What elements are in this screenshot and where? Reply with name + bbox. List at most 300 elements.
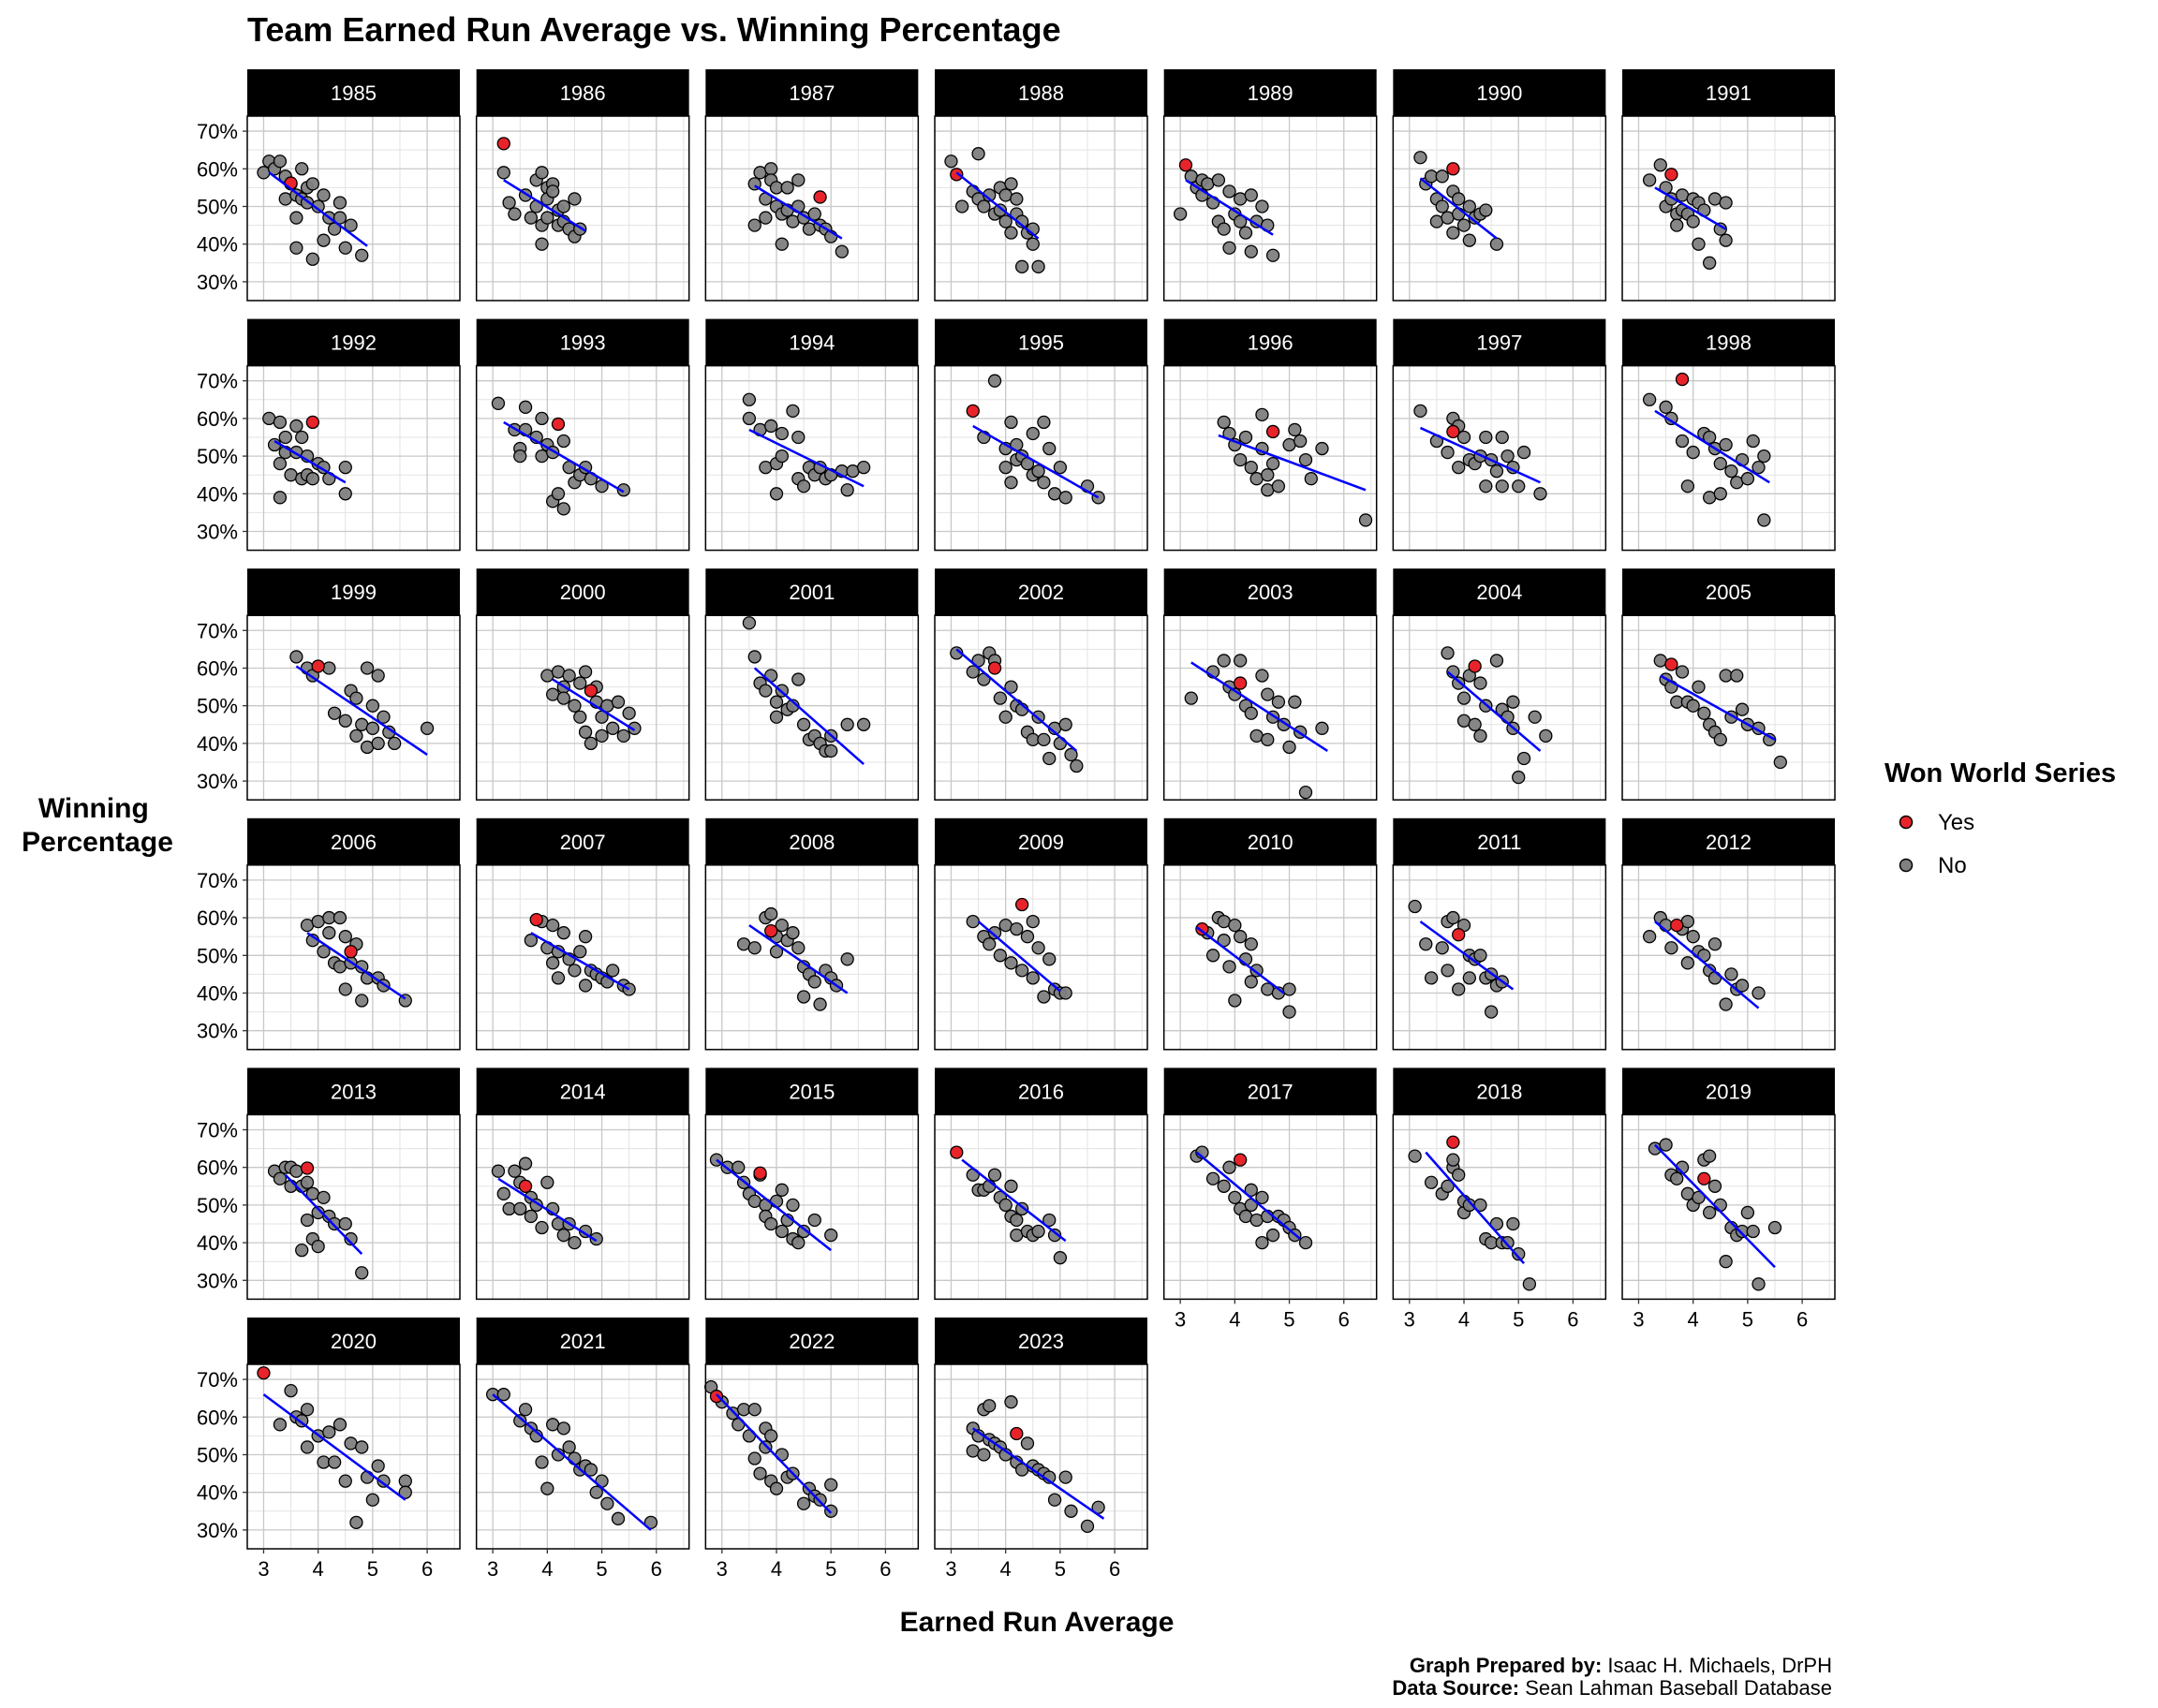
- team-point: [841, 953, 853, 965]
- team-point: [1267, 249, 1279, 261]
- team-point: [509, 208, 521, 220]
- x-tick-label: 6: [421, 1557, 434, 1581]
- team-point: [290, 651, 303, 663]
- team-point: [798, 480, 810, 493]
- panel-1991: [1622, 69, 1835, 301]
- team-point: [776, 1226, 788, 1238]
- team-point: [1714, 488, 1726, 500]
- team-point: [557, 1229, 569, 1242]
- legend-swatch-no: [1900, 860, 1913, 872]
- x-tick-label: 6: [879, 1557, 892, 1581]
- panel-1992: [197, 319, 460, 551]
- team-point: [1474, 677, 1486, 689]
- team-point: [787, 1199, 799, 1211]
- panel-background-1990: [1393, 116, 1605, 301]
- legend-title: Won World Series: [1885, 758, 2117, 788]
- team-point: [350, 1516, 362, 1528]
- strip-label-1995: 1995: [1018, 331, 1064, 355]
- caption-prepared-by-value: Isaac H. Michaels, DrPH: [1602, 1654, 1832, 1677]
- team-point: [1289, 696, 1301, 708]
- y-tick-label: 60%: [196, 406, 238, 431]
- team-point: [1272, 480, 1284, 493]
- strip-label-2014: 2014: [559, 1080, 606, 1104]
- world-series-winner-point: [1447, 1136, 1459, 1148]
- team-point: [372, 670, 384, 682]
- team-point: [1043, 752, 1056, 764]
- y-tick-label: 70%: [196, 619, 238, 643]
- team-point: [999, 215, 1012, 228]
- strip-label-2022: 2022: [789, 1330, 835, 1353]
- team-point: [792, 431, 805, 443]
- team-point: [760, 1441, 772, 1453]
- panel-2008: [705, 818, 918, 1050]
- team-point: [323, 662, 335, 674]
- team-point: [552, 488, 564, 500]
- team-point: [1218, 416, 1230, 428]
- team-point: [1654, 159, 1666, 171]
- team-point: [760, 212, 772, 224]
- world-series-winner-point: [530, 914, 542, 926]
- team-point: [290, 242, 303, 254]
- panel-background-2002: [935, 615, 1147, 800]
- team-point: [1708, 938, 1721, 950]
- panel-1993: [477, 319, 689, 551]
- team-point: [596, 729, 608, 742]
- team-point: [1229, 920, 1241, 932]
- strip-label-2010: 2010: [1247, 830, 1293, 854]
- team-point: [1262, 733, 1274, 745]
- strip-label-1991: 1991: [1706, 81, 1752, 105]
- strip-label-1993: 1993: [559, 331, 606, 355]
- strip-label-2018: 2018: [1476, 1080, 1523, 1104]
- team-point: [1059, 1471, 1072, 1483]
- team-point: [273, 416, 286, 428]
- x-tick-label: 4: [312, 1557, 324, 1581]
- facet-panels: [197, 69, 1835, 1581]
- world-series-winner-point: [1234, 1154, 1247, 1166]
- team-point: [787, 927, 799, 939]
- panel-2012: [1622, 818, 1835, 1050]
- team-point: [1453, 462, 1465, 474]
- x-tick-label: 4: [1229, 1307, 1241, 1332]
- strip-label-1989: 1989: [1247, 81, 1293, 105]
- team-point: [1774, 756, 1786, 768]
- team-point: [1256, 200, 1268, 213]
- team-point: [536, 1222, 548, 1234]
- team-point: [1262, 469, 1274, 481]
- y-tick-label: 50%: [196, 445, 238, 469]
- strip-label-1992: 1992: [331, 331, 377, 355]
- panel-2022: [705, 1318, 919, 1581]
- team-point: [771, 1482, 783, 1494]
- x-tick-label: 6: [1796, 1307, 1809, 1332]
- y-axis-title-line1: Winning: [37, 793, 149, 824]
- world-series-winner-point: [1698, 1172, 1710, 1185]
- team-point: [1207, 1172, 1219, 1185]
- x-tick-label: 5: [366, 1557, 378, 1581]
- panel-2006: [197, 818, 460, 1050]
- team-point: [569, 964, 581, 977]
- team-point: [792, 1237, 805, 1249]
- y-tick-label: 40%: [196, 1480, 238, 1505]
- world-series-winner-point: [1447, 425, 1459, 437]
- team-point: [536, 167, 548, 179]
- strip-label-2000: 2000: [559, 581, 606, 605]
- team-point: [514, 450, 526, 463]
- panel-background-2008: [705, 865, 918, 1050]
- team-point: [302, 1214, 314, 1226]
- world-series-winner-point: [814, 191, 826, 203]
- team-point: [333, 912, 346, 924]
- panel-background-1985: [247, 116, 460, 301]
- y-tick-label: 70%: [196, 1368, 238, 1392]
- team-point: [1747, 435, 1759, 448]
- panel-background-1993: [477, 366, 689, 551]
- strip-label-2015: 2015: [789, 1080, 835, 1104]
- y-tick-label: 60%: [196, 906, 238, 931]
- team-point: [1714, 458, 1726, 470]
- panel-background-2015: [705, 1114, 918, 1299]
- team-point: [520, 1404, 532, 1416]
- team-point: [1289, 423, 1301, 435]
- team-point: [329, 1456, 341, 1468]
- team-point: [1005, 957, 1017, 969]
- team-point: [1218, 655, 1230, 667]
- strip-label-2003: 2003: [1247, 581, 1293, 605]
- team-point: [983, 1400, 996, 1412]
- world-series-winner-point: [258, 1367, 270, 1379]
- team-point: [541, 1176, 554, 1188]
- team-point: [1175, 208, 1187, 220]
- panel-1989: [1164, 69, 1377, 301]
- team-point: [1458, 431, 1471, 443]
- x-tick-label: 5: [825, 1557, 837, 1581]
- team-point: [296, 431, 308, 443]
- panel-background-2013: [247, 1114, 460, 1299]
- x-tick-label: 6: [1338, 1307, 1350, 1332]
- team-point: [1485, 1006, 1498, 1018]
- team-point: [748, 1452, 761, 1465]
- y-tick-label: 60%: [196, 656, 238, 681]
- team-point: [1049, 1494, 1061, 1506]
- strip-label-2020: 2020: [331, 1330, 377, 1353]
- team-point: [1474, 950, 1486, 962]
- team-point: [1267, 1229, 1279, 1242]
- team-point: [339, 983, 351, 995]
- team-point: [557, 435, 569, 448]
- team-point: [771, 696, 783, 708]
- team-point: [1692, 238, 1705, 250]
- team-point: [273, 492, 286, 504]
- team-point: [989, 375, 1001, 387]
- team-point: [1725, 465, 1737, 478]
- team-point: [1005, 227, 1017, 239]
- team-point: [1768, 1222, 1781, 1234]
- team-point: [1720, 998, 1732, 1010]
- team-point: [1704, 1206, 1716, 1218]
- team-point: [1234, 454, 1247, 466]
- team-point: [978, 1449, 990, 1461]
- team-point: [541, 212, 554, 224]
- team-point: [1414, 405, 1426, 417]
- world-series-winner-point: [1447, 163, 1459, 175]
- team-point: [841, 484, 853, 496]
- panel-background-1995: [935, 366, 1147, 551]
- team-point: [1223, 185, 1235, 198]
- team-point: [1441, 964, 1454, 977]
- team-point: [989, 1169, 1001, 1181]
- x-tick-label: 5: [1054, 1557, 1067, 1581]
- panel-1994: [705, 319, 918, 551]
- team-point: [1409, 1150, 1421, 1162]
- team-point: [776, 238, 788, 250]
- team-point: [972, 148, 984, 160]
- team-point: [999, 1199, 1012, 1211]
- team-point: [509, 1165, 521, 1177]
- team-point: [743, 412, 755, 424]
- team-point: [574, 711, 586, 723]
- team-point: [1687, 215, 1699, 228]
- panel-2003: [1164, 568, 1377, 800]
- world-series-winner-point: [1234, 677, 1247, 689]
- team-point: [945, 155, 957, 168]
- team-point: [1490, 238, 1502, 250]
- team-point: [1741, 1206, 1753, 1218]
- team-point: [1458, 219, 1471, 231]
- team-point: [1027, 238, 1039, 250]
- team-point: [1283, 741, 1295, 753]
- team-point: [1714, 733, 1726, 745]
- strip-label-1999: 1999: [331, 581, 377, 605]
- team-point: [765, 420, 777, 432]
- team-point: [1256, 670, 1268, 682]
- x-tick-label: 4: [541, 1557, 554, 1581]
- panel-2000: [477, 568, 689, 800]
- panel-2010: [1164, 818, 1377, 1050]
- x-tick-label: 3: [1633, 1307, 1645, 1332]
- panel-background-2011: [1393, 865, 1605, 1050]
- team-point: [356, 1441, 368, 1453]
- team-point: [858, 718, 870, 730]
- team-point: [1644, 393, 1656, 405]
- team-point: [808, 1214, 820, 1226]
- strip-label-2016: 2016: [1018, 1080, 1064, 1104]
- team-point: [798, 1497, 810, 1509]
- team-point: [760, 685, 772, 697]
- team-point: [536, 1456, 548, 1468]
- team-point: [1665, 942, 1678, 954]
- team-point: [399, 1475, 411, 1487]
- team-point: [1677, 666, 1689, 678]
- world-series-winner-point: [285, 177, 297, 189]
- team-point: [792, 942, 805, 954]
- team-point: [1436, 942, 1448, 954]
- world-series-winner-point: [1179, 159, 1191, 171]
- team-point: [1681, 957, 1693, 969]
- team-point: [503, 197, 515, 209]
- strip-label-2017: 2017: [1247, 1080, 1293, 1104]
- team-point: [312, 1241, 324, 1253]
- team-point: [1490, 655, 1502, 667]
- y-tick-label: 50%: [196, 944, 238, 968]
- team-point: [858, 462, 870, 474]
- team-point: [1038, 991, 1050, 1003]
- y-tick-label: 40%: [196, 981, 238, 1006]
- team-point: [1027, 916, 1039, 928]
- panel-background-2017: [1164, 1114, 1377, 1299]
- x-tick-label: 3: [945, 1557, 957, 1581]
- strip-label-2012: 2012: [1706, 830, 1752, 854]
- panel-2013: [197, 1068, 460, 1299]
- panel-2017: [1164, 1068, 1377, 1331]
- team-point: [1447, 912, 1459, 924]
- team-point: [1256, 408, 1268, 420]
- team-point: [356, 994, 368, 1007]
- team-point: [1720, 234, 1732, 246]
- x-tick-label: 4: [770, 1557, 783, 1581]
- team-point: [541, 1482, 554, 1494]
- y-tick-label: 30%: [196, 1019, 238, 1043]
- team-point: [333, 197, 346, 209]
- team-point: [1507, 1217, 1519, 1229]
- world-series-winner-point: [312, 660, 324, 672]
- team-point: [318, 234, 330, 246]
- team-point: [1065, 1505, 1077, 1517]
- strip-label-2013: 2013: [331, 1080, 377, 1104]
- team-point: [306, 253, 318, 265]
- panel-2015: [705, 1068, 918, 1299]
- team-point: [492, 1165, 504, 1177]
- team-point: [302, 1176, 314, 1188]
- team-point: [339, 1475, 351, 1487]
- team-point: [497, 1187, 510, 1200]
- y-tick-label: 30%: [196, 520, 238, 544]
- team-point: [967, 916, 979, 928]
- y-tick-label: 70%: [196, 1118, 238, 1142]
- team-point: [1518, 447, 1530, 459]
- team-point: [1501, 711, 1514, 723]
- panel-1990: [1393, 69, 1605, 301]
- team-point: [1081, 1520, 1093, 1532]
- team-point: [520, 401, 532, 413]
- team-point: [1447, 1154, 1459, 1166]
- team-point: [557, 200, 569, 213]
- team-point: [1644, 931, 1656, 943]
- team-point: [607, 722, 619, 734]
- strip-label-2009: 2009: [1018, 830, 1064, 854]
- team-point: [1660, 401, 1672, 413]
- team-point: [273, 155, 286, 168]
- team-point: [1054, 737, 1066, 749]
- panel-background-2022: [705, 1364, 918, 1549]
- team-point: [798, 991, 810, 1003]
- strip-label-1997: 1997: [1476, 331, 1523, 355]
- y-tick-label: 50%: [196, 694, 238, 718]
- team-point: [607, 964, 619, 977]
- team-point: [1043, 953, 1056, 965]
- team-point: [552, 972, 564, 984]
- panel-background-2023: [935, 1364, 1147, 1549]
- team-point: [814, 1494, 826, 1506]
- team-point: [372, 737, 384, 749]
- team-point: [569, 1452, 581, 1465]
- panel-background-2009: [935, 865, 1147, 1050]
- team-point: [1704, 257, 1716, 269]
- team-point: [956, 200, 968, 213]
- team-point: [1436, 200, 1448, 213]
- team-point: [732, 1161, 745, 1173]
- caption-prepared-by-label: Graph Prepared by:: [1409, 1654, 1603, 1677]
- world-series-winner-point: [302, 1162, 314, 1174]
- team-point: [525, 1210, 537, 1222]
- team-point: [296, 1244, 308, 1257]
- panel-background-2001: [705, 615, 918, 800]
- world-series-winner-point: [951, 1146, 963, 1158]
- world-series-winner-point: [989, 662, 1001, 674]
- panel-1998: [1622, 319, 1835, 551]
- team-point: [1480, 431, 1492, 443]
- world-series-winner-point: [1453, 929, 1465, 941]
- team-point: [825, 1229, 837, 1242]
- team-point: [978, 200, 990, 213]
- team-point: [771, 488, 783, 500]
- panel-1987: [705, 69, 918, 301]
- team-point: [1027, 972, 1039, 984]
- team-point: [1496, 480, 1508, 493]
- chart-title: Team Earned Run Average vs. Winning Percentage: [247, 10, 1061, 49]
- team-point: [825, 1479, 837, 1491]
- team-point: [1469, 718, 1481, 730]
- team-point: [389, 737, 401, 749]
- team-point: [1245, 462, 1257, 474]
- x-tick-label: 3: [258, 1557, 270, 1581]
- team-point: [547, 185, 559, 198]
- strip-label-1994: 1994: [789, 331, 835, 355]
- caption-data-source-label: Data Source:: [1392, 1676, 1520, 1700]
- team-point: [1185, 692, 1197, 704]
- team-point: [1059, 492, 1072, 504]
- strip-label-1986: 1986: [559, 81, 606, 105]
- team-point: [1463, 972, 1475, 984]
- team-point: [994, 692, 1006, 704]
- team-point: [557, 927, 569, 939]
- team-point: [1305, 473, 1317, 485]
- world-series-winner-point: [1469, 660, 1481, 672]
- legend-swatch-yes: [1900, 817, 1913, 829]
- team-point: [1507, 696, 1519, 708]
- y-tick-label: 30%: [196, 270, 238, 294]
- x-tick-label: 5: [1283, 1307, 1295, 1332]
- team-point: [547, 957, 559, 969]
- caption-line-2: [1392, 1676, 1832, 1700]
- caption-line-1: [1410, 1654, 1832, 1677]
- team-point: [825, 1505, 837, 1517]
- team-point: [323, 1426, 335, 1438]
- team-point: [290, 420, 303, 432]
- team-point: [1021, 931, 1033, 943]
- team-point: [366, 1494, 378, 1506]
- team-point: [1458, 692, 1471, 704]
- strip-label-2021: 2021: [559, 1330, 606, 1353]
- team-point: [1436, 170, 1448, 183]
- y-tick-label: 50%: [196, 1443, 238, 1467]
- team-point: [1708, 1180, 1721, 1192]
- team-point: [1229, 994, 1241, 1007]
- world-series-winner-point: [1016, 899, 1028, 911]
- strip-label-2006: 2006: [331, 830, 377, 854]
- team-point: [748, 651, 761, 663]
- team-point: [1660, 1139, 1672, 1151]
